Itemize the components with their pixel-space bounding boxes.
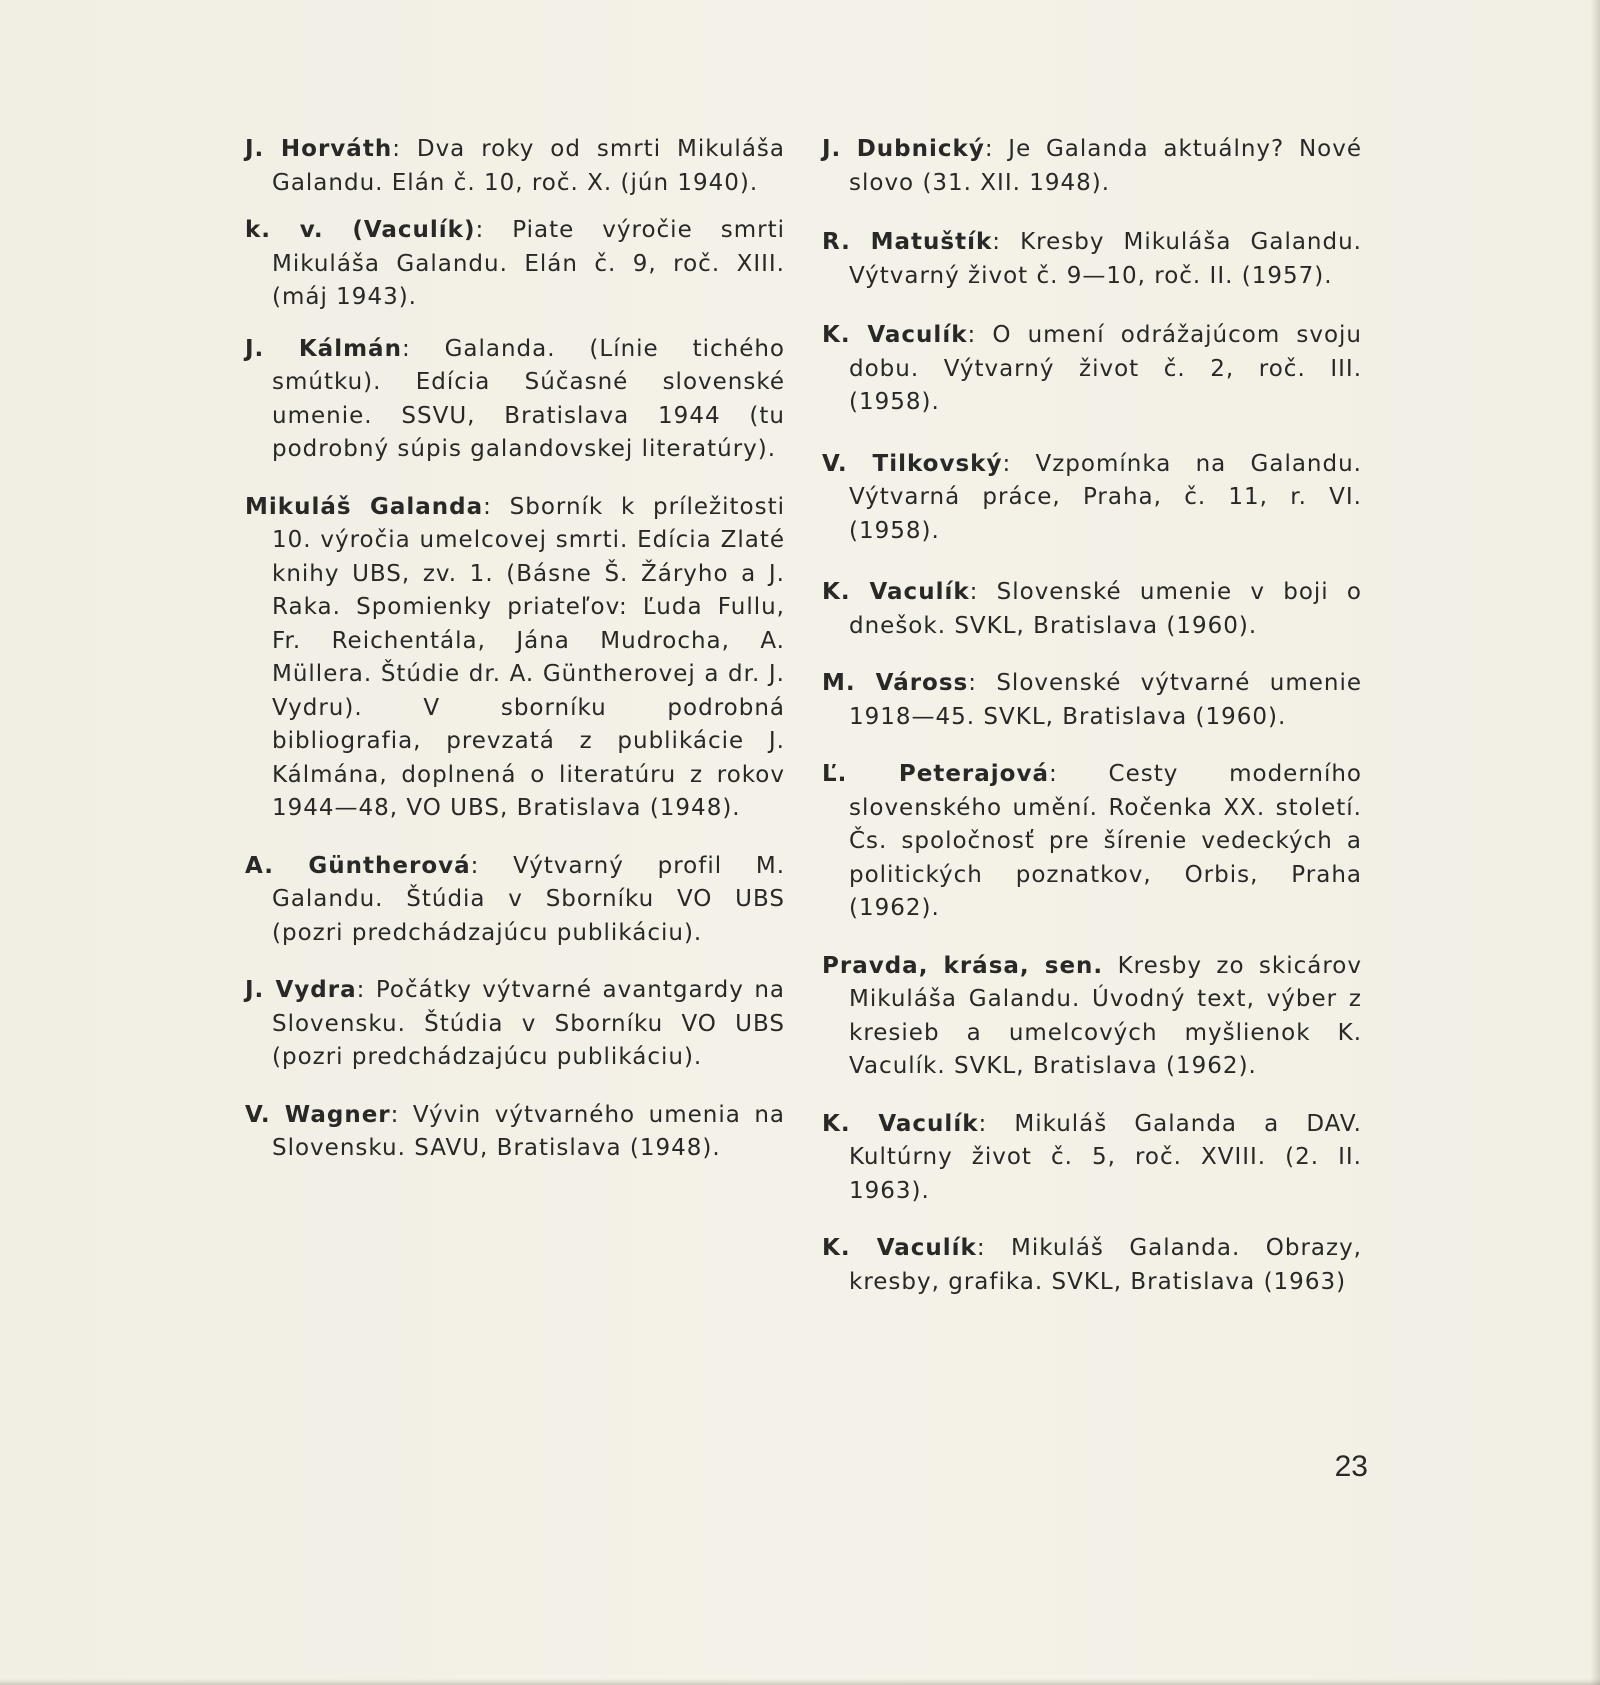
entry-author: Mikuláš Galanda bbox=[245, 493, 484, 520]
entry-author: K. Vaculík bbox=[822, 579, 970, 605]
entry-author: R. Matuštík bbox=[822, 229, 993, 255]
entry-text: : O umení odrážajúcom svoju dobu. Výtvarný život č. 2, roč. III. (1958). bbox=[849, 322, 1362, 415]
bibliography-entry bbox=[822, 576, 1362, 643]
bibliography-entry bbox=[822, 133, 1362, 200]
bibliography-entry bbox=[822, 950, 1362, 1084]
page-bottom-shadow bbox=[0, 1679, 1600, 1685]
bibliography-entry bbox=[822, 448, 1362, 549]
entry-text: : Mikuláš Galanda a DAV. Kultúrny život č. 5, roč. XVIII. (2. II. 1963). bbox=[849, 1110, 1362, 1204]
bibliography-entry bbox=[245, 214, 785, 315]
entry-text: : Počátky výtvarné avantgardy na Slovensku. Štúdia v Sborníku VO UBS (pozri predchádzajúcu publikáciu). bbox=[272, 977, 785, 1070]
bibliography-entry bbox=[822, 758, 1362, 926]
bibliography-entry bbox=[245, 850, 785, 951]
entry-author: K. Vaculík bbox=[822, 322, 968, 348]
entry-author: V. Wagner bbox=[245, 1101, 391, 1128]
entry-author: Pravda, krása, sen. bbox=[822, 952, 1104, 979]
entry-text: : Je Galanda aktuálny? Nové slovo (31. XII. 1948). bbox=[849, 136, 1362, 196]
entry-author: J. Vydra bbox=[245, 977, 357, 1003]
bibliography-left-column bbox=[245, 133, 785, 1166]
page-edge-shadow bbox=[1590, 0, 1600, 1685]
page-number: 23 bbox=[1334, 1450, 1368, 1483]
entry-text: : Galanda. (Línie tichého smútku). Edícia Súčasné slovenské umenie. SSVU, Bratislava 1944 (tu podrobný súpis galandovskej literatúry). bbox=[272, 335, 786, 462]
bibliography-right-column bbox=[822, 133, 1362, 1299]
bibliography-entry bbox=[245, 133, 785, 200]
entry-author: K. Vaculík bbox=[822, 1110, 979, 1137]
entry-text: : Mikuláš Galanda. Obrazy, kresby, grafika. SVKL, Bratislava (1963) bbox=[849, 1235, 1362, 1295]
entry-text: : Výtvarný profil M. Galandu. Štúdia v Sborníku VO UBS (pozri predchádzajúcu publikáciu). bbox=[272, 852, 786, 946]
bibliography-entry bbox=[822, 226, 1362, 293]
entry-author: Ľ. Peterajová bbox=[822, 761, 1049, 787]
entry-author: K. Vaculík bbox=[822, 1235, 977, 1261]
entry-text: : Slovenské výtvarné umenie 1918—45. SVKL, Bratislava (1960). bbox=[849, 670, 1362, 730]
entry-author: k. v. (Vaculík) bbox=[245, 217, 476, 243]
entry-author: J. Dubnický bbox=[822, 136, 985, 162]
bibliography-entry bbox=[822, 319, 1362, 420]
bibliography-entry bbox=[822, 1232, 1362, 1299]
bibliography-entry bbox=[245, 974, 785, 1075]
entry-author: J. Horváth bbox=[245, 136, 393, 162]
entry-text: : Sborník k príležitosti 10. výročia umelcovej smrti. Edícia Zlaté knihy UBS, zv. 1. (Básne Š. Žáryho a J. Raka. Spomienky priateľov: Ľuda Fullu, Fr. Reichentála, Jána Mudrocha, A. Müllera. Štúdie dr. A. Güntherovej a dr. J. Vydru). V sborníku podrobná bibliografia, prevzatá z publikácie J. Kálmána, doplnená o literatúru z rokov 1944—48, VO UBS, Bratislava (1948). bbox=[272, 493, 785, 821]
entry-text: : Vzpomínka na Galandu. Výtvarná práce, Praha, č. 11, r. VI. (1958). bbox=[849, 450, 1362, 544]
bibliography-entry bbox=[245, 1099, 785, 1166]
entry-text: : Dva roky od smrti Mikuláša Galandu. Elán č. 10, roč. X. (jún 1940). bbox=[272, 136, 785, 196]
entry-author: V. Tilkovský bbox=[822, 450, 1003, 477]
entry-text: : Slovenské umenie v boji o dnešok. SVKL, Bratislava (1960). bbox=[849, 579, 1362, 639]
entry-text: : Cesty moderního slovenského umění. Ročenka XX. století. Čs. spoločnosť pre šírenie vedeckých a politických poznatkov, Orbis, Praha (1962). bbox=[849, 761, 1362, 921]
entry-author: M. Váross bbox=[822, 670, 969, 696]
bibliography-entry bbox=[822, 1108, 1362, 1209]
entry-text: : Kresby Mikuláša Galandu. Výtvarný život č. 9—10, roč. II. (1957). bbox=[849, 229, 1362, 289]
entry-text: : Piate výročie smrti Mikuláša Galandu. Elán č. 9, roč. XIII. (máj 1943). bbox=[272, 217, 785, 310]
entry-text: : Vývin výtvarného umenia na Slovensku. SAVU, Bratislava (1948). bbox=[272, 1101, 785, 1161]
bibliography-entry bbox=[245, 491, 785, 826]
entry-author: A. Güntherová bbox=[245, 852, 471, 879]
bibliography-entry bbox=[822, 667, 1362, 734]
entry-text: Kresby zo skicárov Mikuláša Galandu. Úvodný text, výber z kresieb a umelcových myšlienok K. Vaculík. SVKL, Bratislava (1962). bbox=[849, 952, 1362, 1079]
entry-author: J. Kálmán bbox=[245, 335, 402, 362]
bibliography-entry bbox=[245, 333, 785, 467]
